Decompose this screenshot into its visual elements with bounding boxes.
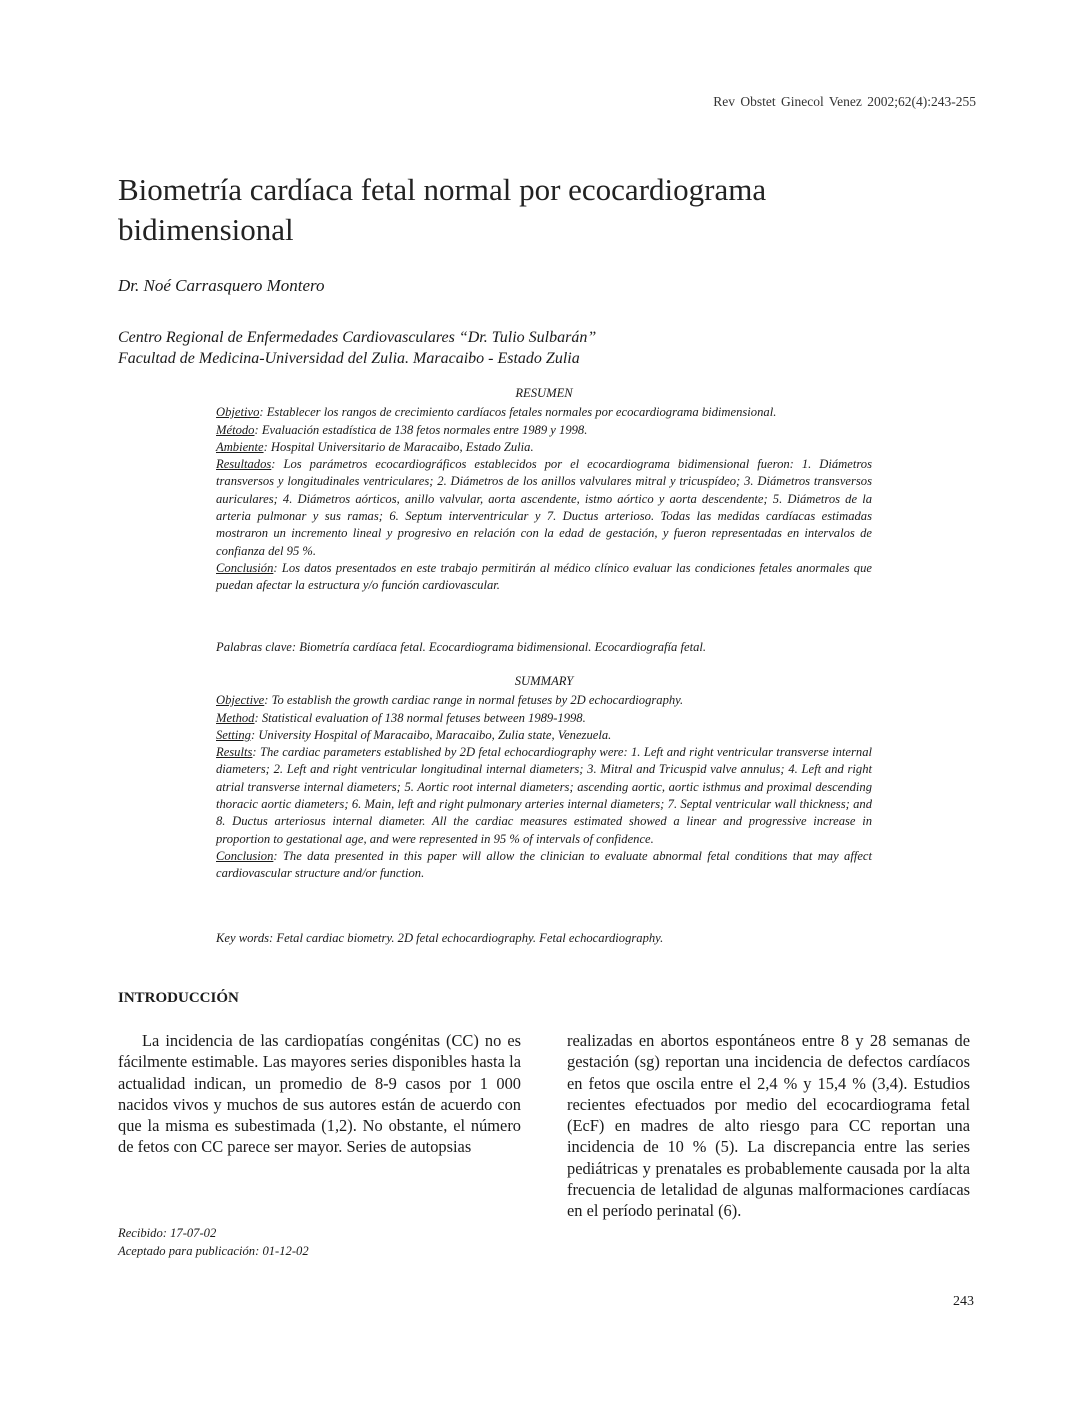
body-column-right (567, 1030, 970, 1222)
abstract-item: Ambiente: Hospital Universitario de Maracaibo, Estado Zulia. (216, 439, 534, 454)
affiliation-line: Centro Regional de Enfermedades Cardiovasculares “Dr. Tulio Sulbarán” (118, 329, 597, 346)
abstract-item: Results: The cardiac parameters established by 2D fetal echocardiography were: 1. Left and right ventricular transverse internal diameters; 2. Left and right ventricular longitudinal internal diameters; 3. Mitral and Tricuspid valve annulus; 4. Left and right atrial transverse internal diameters; 5. Aortic root internal diameters; ascending aortic, aortic isthmus and proximal descending thoracic aortic diameters; 6. Main, left and right pulmonary arteries internal diameters; 7. Septal ventricular wall thickness; and 8. Ductus arteriosus internal diameter. All the cardiac measures estimated showed a linear and progressive increase in proportion to gestational age, and were represented in 95 % of intervals of confidence. (216, 745, 872, 846)
abstract-spanish (216, 385, 872, 595)
abstract-text: Statistical evaluation of 138 normal fetuses between 1989-1998. (258, 710, 586, 725)
abstract-item: Conclusion: The data presented in this paper will allow the clinician to evaluate abnormal fetal conditions that may affect cardiovascular structure and/or function. (216, 848, 872, 881)
abstract-text: Los datos presentados en este trabajo permitirán al médico clínico evaluar las condiciones fetales anormales que puedan afectar la estructura y/o función cardiovascular. (216, 560, 872, 593)
abstract-label: Setting (216, 727, 251, 742)
abstract-label: Resultados (216, 457, 272, 472)
abstract-item: Resultados: Los parámetros ecocardiográficos establecidos por el ecocardiograma bidimensional fueron: 1. Diámetros transversos y longitudinales ventriculares; 2. Diámetros de los anillos valvulares mitral y tricuspídeo; 3. Diámetros transversos auriculares; 4. Diámetros aórticos, anillo valvular, aorta ascendente, istmo aórtico y aorta descendente; 5. Diámetros de la arteria pulmonar y sus ramas; 6. Septum interventricular y 7. Ductus arterioso. Todas las medidas cardíacas estimadas mostraron un incremento lineal y progresivo en relación con la edad de gestación, y fueron representadas en intervalos de confianza del 95 %. (216, 457, 872, 558)
abstract-text: Los parámetros ecocardiográficos establecidos por el ecocardiograma bidimensional fueron: 1. Diámetros transversos y longitudinales ventriculares; 2. Diámetros de los anillos valvulares mitral y tricuspídeo; 3. Diámetros transversos auriculares; 4. Diámetros aórticos, anillo valvular, aorta ascendente, istmo aórtico y aorta descendente; 5. Diámetros de la arteria pulmonar y sus ramas; 6. Septum interventricular y 7. Ductus arterioso. Todas las medidas cardíacas estimadas mostraron un incremento lineal y progresivo en relación con la edad de gestación, y fueron representadas en intervalos de confianza del 95 %. (216, 457, 872, 558)
abstract-text: University Hospital of Maracaibo, Maracaibo, Zulia state, Venezuela. (255, 727, 612, 742)
abstract-english (216, 673, 872, 883)
accepted-date: Aceptado para publicación: 01-12-02 (118, 1244, 309, 1258)
abstract-label: Objetivo (216, 405, 260, 420)
abstract-label: Conclusion (216, 848, 274, 863)
abstract-item: Setting: University Hospital of Maracaibo, Maracaibo, Zulia state, Venezuela. (216, 727, 612, 742)
author-affiliation (118, 327, 898, 369)
affiliation-line: Facultad de Medicina-Universidad del Zulia. Maracaibo - Estado Zulia (118, 350, 580, 367)
keywords-english: Key words: Fetal cardiac biometry. 2D fetal echocardiography. Fetal echocardiography. (216, 931, 664, 945)
abstract-text: To establish the growth cardiac range in normal fetuses by 2D echocardiography. (268, 693, 684, 708)
abstract-label: Results (216, 745, 253, 760)
abstract-label: Conclusión (216, 560, 274, 575)
article-title: Biometría cardíaca fetal normal por ecocardiograma bidimensional (118, 172, 767, 247)
abstract-text: The data presented in this paper will allow the clinician to evaluate abnormal fetal conditions that may affect cardiovascular structure and/or function. (216, 848, 872, 881)
submission-dates (118, 1224, 309, 1260)
author-name: Dr. Noé Carrasquero Montero (118, 276, 325, 295)
abstract-label: Objective (216, 693, 265, 708)
abstract-item: Método: Evaluación estadística de 138 fetos normales entre 1989 y 1998. (216, 422, 588, 437)
section-heading: INTRODUCCIÓN (118, 990, 239, 1006)
received-date: Recibido: 17-07-02 (118, 1226, 217, 1240)
abstract-heading: SUMMARY (514, 674, 574, 688)
abstract-item: Objetivo: Establecer los rangos de crecimiento cardíacos fetales normales por ecocardiograma bidimensional. (216, 405, 777, 420)
body-paragraph: realizadas en abortos espontáneos entre 8 y 28 semanas de gestación (sg) reportan una incidencia de defectos cardíacos en fetos que oscila entre el 2,4 % y 15,4 % (3,4). Estudios recientes efectuados por medio del ecocardiograma fetal (EcF) en madres de alto riesgo para CC reportan una incidencia de 10 % (5). La discrepancia entre las series pediátricas y prenatales es probablemente causada por la alta frecuencia de letalidad de algunas malformaciones cardíacas en el período perinatal (6). (567, 1031, 970, 1221)
abstract-heading: RESUMEN (515, 386, 573, 400)
body-column-left (118, 1030, 521, 1158)
journal-reference: Rev Obstet Ginecol Venez 2002;62(4):243-255 (713, 94, 976, 109)
body-paragraph: La incidencia de las cardiopatías congénitas (CC) no es fácilmente estimable. Las mayores series disponibles hasta la actualidad indican, un promedio de 8-9 casos por 1 000 nacidos vivos y muchos de sus autores están de acuerdo con que la misma es subestimada (1,2). No obstante, el número de fetos con CC parece ser mayor. Series de autopsias (118, 1031, 521, 1157)
abstract-item: Objective: To establish the growth cardiac range in normal fetuses by 2D echocardiography. (216, 693, 684, 708)
page-number: 243 (953, 1294, 974, 1309)
abstract-text: Hospital Universitario de Maracaibo, Estado Zulia. (267, 439, 534, 454)
abstract-item: Method: Statistical evaluation of 138 normal fetuses between 1989-1998. (216, 710, 586, 725)
abstract-text: Establecer los rangos de crecimiento cardíacos fetales normales por ecocardiograma bidimensional. (263, 405, 777, 420)
abstract-text: The cardiac parameters established by 2D fetal echocardiography were: 1. Left and right ventricular transverse internal diameters; 2. Left and right ventricular longitudinal internal diameters; 3. Mitral and Tricuspid valve annulus; 4. Left and right atrial transverse internal diameters; 5. Aortic root internal diameters; ascending aortic, aortic isthmus and proximal descending thoracic aortic diameters; 6. Main, left and right pulmonary arteries internal diameters; 7. Septal ventricular wall thickness; and 8. Ductus arteriosus internal diameter. All the cardiac measures estimated showed a linear and progressive increase in proportion to gestational age, and were represented in 95 % of intervals of confidence. (216, 745, 872, 846)
keywords-spanish: Palabras clave: Biometría cardíaca fetal. Ecocardiograma bidimensional. Ecocardiografía fetal. (216, 640, 707, 654)
abstract-item: Conclusión: Los datos presentados en este trabajo permitirán al médico clínico evaluar las condiciones fetales anormales que puedan afectar la estructura y/o función cardiovascular. (216, 560, 872, 593)
abstract-label: Ambiente (216, 439, 264, 454)
abstract-label: Method (216, 710, 255, 725)
abstract-text: Evaluación estadística de 138 fetos normales entre 1989 y 1998. (258, 422, 588, 437)
abstract-label: Método (216, 422, 255, 437)
